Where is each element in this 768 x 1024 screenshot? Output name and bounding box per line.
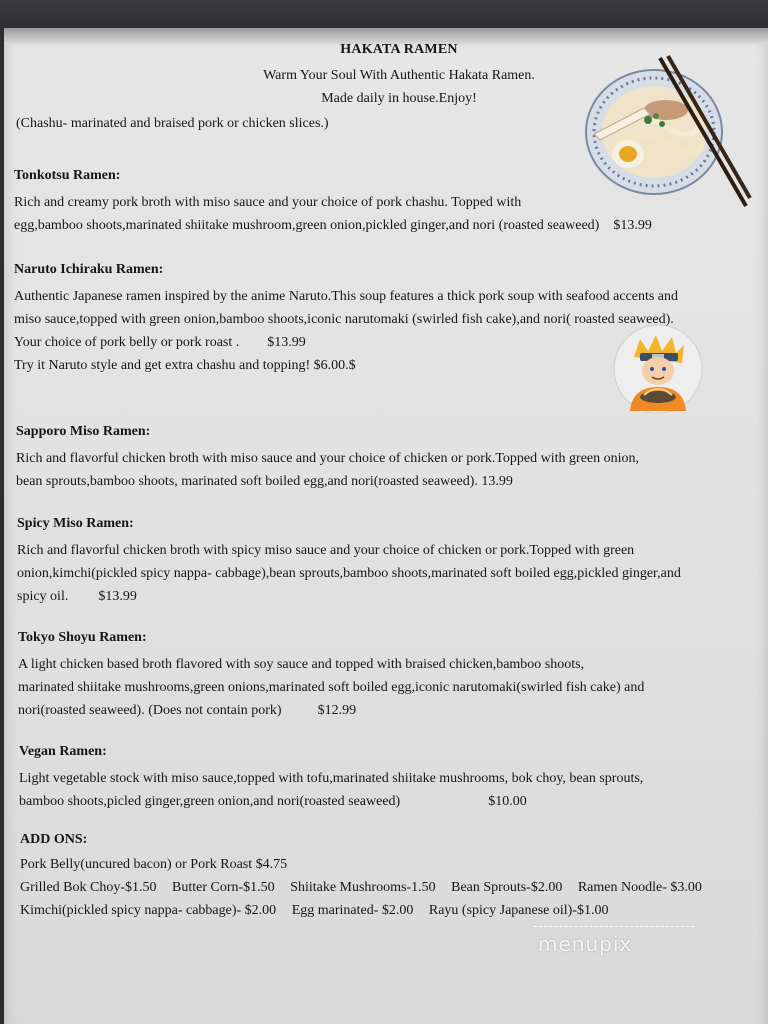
addon-item: Bean Sprouts-$2.00 [451,880,563,895]
item-desc-line: bean sprouts,bamboo shoots, marinated soft boiled egg,and nori(roasted seaweed). 13.99 [16,474,513,489]
item-name: Naruto Ichiraku Ramen: [14,262,164,277]
item-desc-line: Your choice of pork belly or pork roast . [14,335,240,350]
addons-title: ADD ONS: [20,832,88,847]
addons-row [20,853,714,876]
addon-item: Rayu (spicy Japanese oil)-$1.00 [428,903,609,918]
addons-section [20,828,714,922]
menu-tagline: Warm Your Soul With Authentic Hakata Ramen. [263,68,535,83]
item-price: $12.99 [317,703,357,718]
watermark [534,926,684,966]
item-desc-line: A light chicken based broth flavored with soy sauce and topped with braised chicken,bamboo shoots, [18,657,585,672]
menu-item-vegan [19,740,643,813]
addon-item: Pork Belly(uncured bacon) or Pork Roast $4.75 [20,857,288,872]
item-desc-line: bamboo shoots,picled ginger,green onion,and nori(roasted seaweed) [19,794,401,809]
addon-item: Butter Corn-$1.50 [172,880,275,895]
item-desc-line: onion,kimchi(pickled spicy nappa- cabbage),bean sprouts,bamboo shoots,marinated soft boiled egg,pickled ginger,and [17,566,681,581]
addon-item: Shiitake Mushrooms-1.50 [290,880,436,895]
addons-row [20,876,714,899]
item-price: $13.99 [98,589,137,604]
item-price: $13.99 [267,335,306,350]
item-desc-line: Rich and creamy pork broth with miso sauce and your choice of pork chashu. Topped with [14,195,522,210]
item-extra: Try it Naruto style and get extra chashu and topping! $6.00.$ [14,358,356,373]
menu-subtagline: Made daily in house.Enjoy! [321,91,477,106]
addon-item: Grilled Bok Choy-$1.50 [20,880,157,895]
item-desc-line: spicy oil. [17,589,69,604]
item-name: Vegan Ramen: [19,744,107,759]
item-name: Spicy Miso Ramen: [17,516,134,531]
item-desc-line: Light vegetable stock with miso sauce,topped with tofu,marinated shiitake mushrooms, bok choy, bean sprouts, [19,771,644,786]
item-price: $13.99 [613,218,652,233]
addon-item: Kimchi(pickled spicy nappa- cabbage)- $2.00 [20,903,277,918]
menu-item-naruto-ichiraku [14,258,678,377]
item-desc-line: Rich and flavorful chicken broth with miso sauce and your choice of chicken or pork.Topped with green onion, [16,451,640,466]
item-name: Sapporo Miso Ramen: [16,424,151,439]
item-desc-line: miso sauce,topped with green onion,bamboo shoots,iconic narutomaki (swirled fish cake),and nori( roasted seaweed). [14,312,674,327]
menu-item-tokyo-shoyu [18,626,644,722]
addons-row [20,899,714,922]
item-name: Tokyo Shoyu Ramen: [18,630,147,645]
item-desc-line: Rich and flavorful chicken broth with spicy miso sauce and your choice of chicken or pork.Topped with green [17,543,635,558]
item-desc-line: egg,bamboo shoots,marinated shiitake mushroom,green onion,pickled ginger,and nori (roasted seaweed) [14,218,600,233]
menu-item-tonkotsu [14,164,652,237]
menu-item-sapporo-miso [16,420,639,493]
menu-title: HAKATA RAMEN [340,42,458,57]
item-price: $10.00 [488,794,527,809]
item-desc-line: nori(roasted seaweed). (Does not contain pork) [18,703,282,718]
addon-item: Egg marinated- $2.00 [291,903,414,918]
menu-item-spicy-miso [17,512,681,608]
item-desc-line: Authentic Japanese ramen inspired by the anime Naruto.This soup features a thick pork soup with seafood accents and [14,289,679,304]
chashu-note: (Chashu- marinated and braised pork or chicken slices.) [16,116,329,131]
addon-item: Ramen Noodle- $3.00 [577,880,702,895]
item-name: Tonkotsu Ramen: [14,168,121,183]
watermark-text: menupix [538,932,633,956]
item-desc-line: marinated shiitake mushrooms,green onions,marinated soft boiled egg,iconic narutomaki(swirled fish cake) and [18,680,645,695]
menu-sheet [4,28,768,1024]
